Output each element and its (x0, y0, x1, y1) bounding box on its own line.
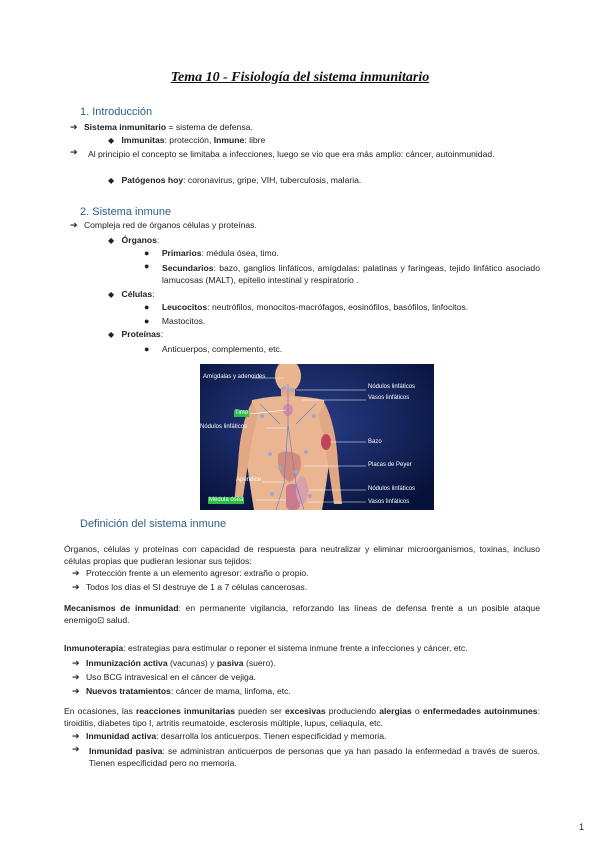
sistema-line-1: ➔ Compleja red de órganos células y proteínas. (70, 220, 257, 230)
section-heading-introduccion: 1. Introducción (80, 106, 153, 118)
definicion-bullet-2: ➔ Todos los días el SI destruye de 1 a 7 células cancerosas. (72, 582, 308, 592)
arrow-icon: ➔ (72, 731, 80, 741)
anticuerpos-item: ● Anticuerpos, complemento, etc. (144, 344, 283, 354)
diamond-icon: ◆ (108, 236, 115, 245)
arrow-icon: ➔ (72, 744, 80, 754)
inmunoterapia-item-3: ➔ Nuevos tratamientos: cáncer de mama, linfoma, etc. (72, 686, 291, 696)
diamond-icon: ◆ (108, 136, 115, 145)
proteinas-item: ◆ Proteínas: (108, 329, 164, 339)
bullet-icon: ● (144, 302, 150, 312)
arrow-icon: ➔ (72, 672, 80, 682)
arrow-icon: ➔ (70, 220, 78, 230)
organos-item: ◆ Órganos: (108, 235, 160, 245)
ocasiones-paragraph: En ocasiones, las reacciones inmunitarias pueden ser excesivas produciendo alergias o enfermedades autoinmunes: tiroiditis, diabetes tipo I, artritis reumatoide, esclerosis múltiple, lupus, celiaquía, etc. (64, 706, 540, 728)
figure-label-medula: Médula ósea (209, 497, 244, 503)
inmunidad-pasiva-item: Inmunidad pasiva: se administran anticuerpos de personas que ya han pasado la enfermedad a través de sueros. Tienen especificidad pero no memoria. (89, 746, 540, 768)
definicion-paragraph: Órganos, células y proteínas con capacidad de respuesta para neutralizar y eliminar microorganismos, toxinas, incluso células propias que pudieran lesionar sus tejidos: (64, 544, 540, 566)
bullet-icon: ● (144, 344, 150, 354)
page-title: Tema 10 - Fisiología del sistema inmunitario (170, 70, 430, 85)
figure-label-apendice: Apéndice (236, 477, 262, 483)
arrow-icon: ➔ (72, 582, 80, 592)
diamond-icon: ◆ (108, 330, 115, 339)
figure-label-nodulos-left: Nódulos linfáticos (200, 424, 248, 430)
secundarios-item: Secundarios: bazo, ganglios linfáticos, amígdalas: palatinas y faríngeas, tejido linfático asociado lamucosas (MALT), epitelio intestinal y respiratorio . (162, 263, 540, 285)
page-number: 1 (578, 822, 584, 832)
section-heading-definicion: Definición del sistema inmune (80, 518, 227, 530)
bullet-icon: ● (144, 261, 150, 271)
arrow-icon: ➔ (72, 658, 80, 668)
intro-line-1: ➔ Sistema inmunitario = sistema de defensa. (70, 122, 253, 132)
figure-label-nodulos-1: Nódulos linfáticos (368, 384, 416, 390)
arrow-icon: ➔ (72, 686, 80, 696)
intro-line-2: ◆ Immunitas: protección, Inmune: libre (108, 135, 266, 145)
figure-label-bazo: Bazo (368, 439, 382, 445)
diamond-icon: ◆ (108, 176, 115, 185)
bullet-icon: ● (144, 248, 150, 258)
intro-line-4: ◆ Patógenos hoy: coronavirus, gripe, VIH, tuberculosis, malaria. (108, 175, 362, 185)
figure-label-nodulos-2: Nódulos linfáticos (368, 486, 416, 492)
inmunoterapia-item-1: ➔ Inmunización activa (vacunas) y pasiva (suero). (72, 658, 276, 668)
intro-line-3: Al principio el concepto se limitaba a infecciones, luego se vio que era más amplio: cáncer, autoinmunidad. (88, 149, 495, 159)
figure-label-amigdalas: Amígdalas y adenoides (203, 374, 266, 380)
primarios-item: ● Primarios: médula ósea, timo. (144, 248, 279, 258)
mastocitos-item: ● Mastocitos. (144, 316, 206, 326)
celulas-item: ◆ Células: (108, 289, 155, 299)
arrow-icon: ➔ (70, 122, 78, 132)
figure-label-vasos-1: Vasos linfáticos (368, 395, 410, 401)
bullet-icon: ● (144, 316, 150, 326)
inmunidad-activa-item: ➔ Inmunidad activa: desarrolla los anticuerpos. Tienen especificidad y memoria. (72, 731, 387, 741)
section-heading-sistema-inmune: 2. Sistema inmune (80, 206, 172, 218)
inmunoterapia-item-2: ➔ Uso BCG intravesical en el cáncer de vejiga. (72, 672, 256, 682)
definicion-bullet-1: ➔ Protección frente a un elemento agresor: extraño o propio. (72, 568, 309, 578)
inmunoterapia-line: Inmunoterapia: estrategias para estimular o reponer el sistema inmune frente a infecciones y cáncer, etc. (64, 643, 468, 653)
figure-label-vasos-2: Vasos linfáticos (368, 499, 410, 505)
arrow-icon: ➔ (70, 147, 78, 157)
lymphatic-system-figure (200, 364, 434, 510)
leucocitos-item: ● Leucocitos: neutrófilos, monocitos-macrófagos, eosinófilos, basófilos, linfocitos. (144, 302, 469, 312)
diamond-icon: ◆ (108, 290, 115, 299)
arrow-icon: ➔ (72, 568, 80, 578)
figure-label-placas: Placas de Peyer (368, 462, 412, 468)
mecanismos-paragraph: Mecanismos de inmunidad: en permanente vigilancia, reforzando las líneas de defensa frente a un posible ataque enemigo⊡ salud. (64, 603, 540, 625)
figure-label-timo: Timo (235, 410, 249, 416)
